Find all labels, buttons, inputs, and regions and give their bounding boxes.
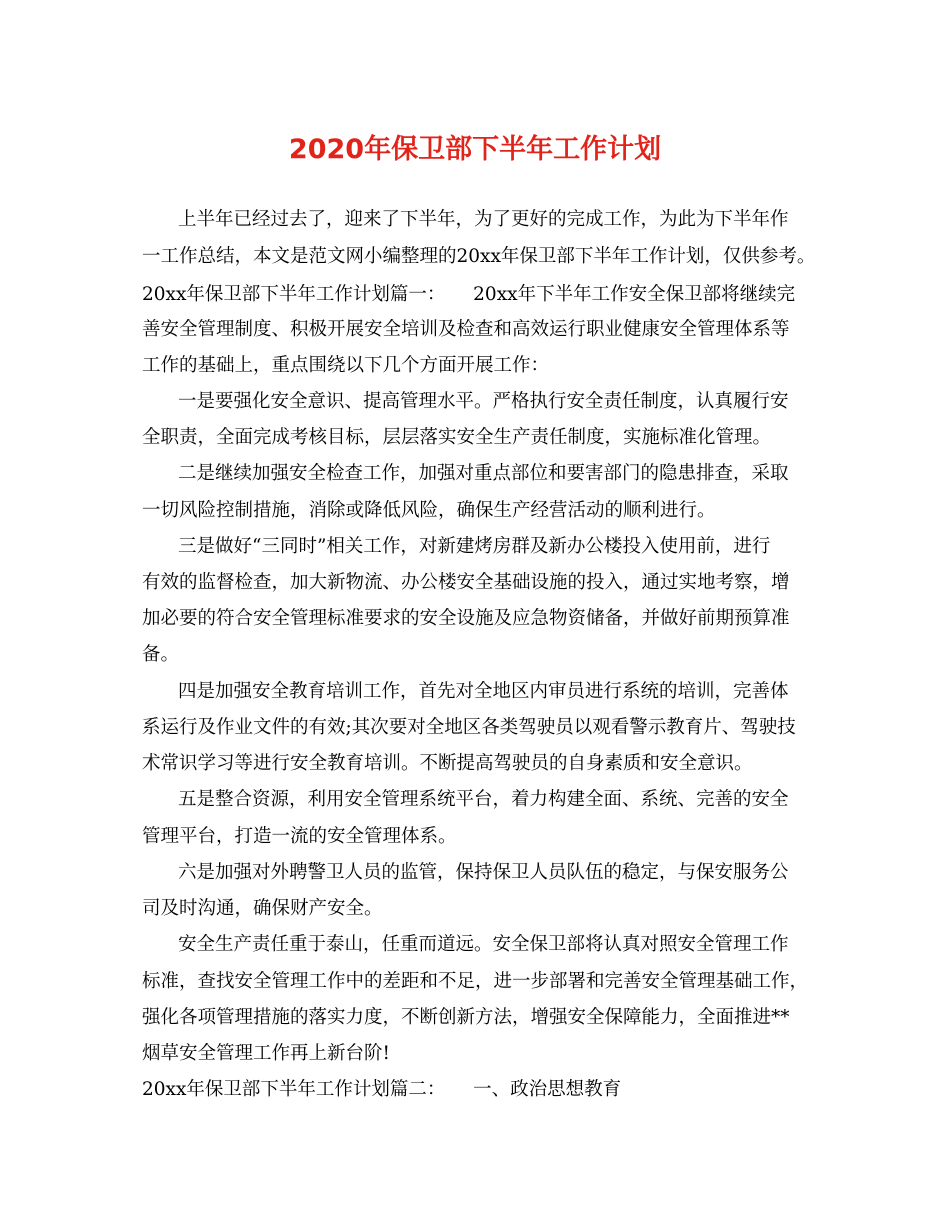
paragraph-line: 20xx年保卫部下半年工作计划篇二： 一、政治思想教育	[142, 1079, 622, 1100]
paragraph-line: 系运行及作业文件的有效;其次要对全地区各类驾驶员以观看警示教育片、驾驶技	[142, 717, 796, 738]
paragraph-line: 管理平台，打造一流的安全管理体系。	[142, 826, 457, 847]
document-title: 2020年保卫部下半年工作计划	[288, 134, 662, 165]
paragraph-line: 四是加强安全教育培训工作，首先对全地区内审员进行系统的培训，完善体	[178, 681, 789, 702]
paragraph-line: 强化各项管理措施的落实力度，不断创新方法，增强安全保障能力，全面推进**	[142, 1007, 790, 1028]
paragraph-line: 司及时沟通，确保财产安全。	[142, 898, 383, 919]
paragraph-line: 六是加强对外聘警卫人员的监管，保持保卫人员队伍的稳定，与保安服务公	[178, 862, 789, 883]
paragraph-line: 一是要强化安全意识、提高管理水平。严格执行安全责任制度，认真履行安	[178, 391, 789, 412]
paragraph-line: 有效的监督检查，加大新物流、办公楼安全基础设施的投入，通过实地考察，增	[142, 572, 790, 593]
paragraph-line: 备。	[142, 644, 180, 665]
paragraph-line: 烟草安全管理工作再上新台阶!	[142, 1043, 390, 1064]
paragraph-line: 标准，查找安全管理工作中的差距和不足，进一步部署和完善安全管理基础工作，	[142, 971, 809, 992]
paragraph-line: 上半年已经过去了，迎来了下半年，为了更好的完成工作，为此为下半年作	[178, 209, 789, 230]
paragraph-line: 20xx年保卫部下半年工作计划篇一： 20xx年下半年工作安全保卫部将继续完	[142, 284, 796, 305]
paragraph-line: 全职责，全面完成考核目标，层层落实安全生产责任制度，实施标准化管理。	[142, 427, 772, 448]
paragraph-line: 术常识学习等进行安全教育培训。不断提高驾驶员的自身素质和安全意识。	[142, 753, 753, 774]
paragraph-line: 一工作总结，本文是范文网小编整理的20xx年保卫部下半年工作计划，仅供参考。	[142, 246, 816, 267]
paragraph-line: 三是做好“三同时”相关工作，对新建烤房群及新办公楼投入使用前，进行	[178, 536, 771, 557]
paragraph-line: 工作的基础上，重点围绕以下几个方面开展工作：	[142, 355, 550, 376]
paragraph-line: 二是继续加强安全检查工作，加强对重点部位和要害部门的隐患排查，采取	[178, 463, 789, 484]
paragraph-line: 加必要的符合安全管理标准要求的安全设施及应急物资储备，并做好前期预算准	[142, 608, 790, 629]
paragraph-line: 五是整合资源，利用安全管理系统平台，着力构建全面、系统、完善的安全	[178, 789, 789, 810]
paragraph-line: 安全生产责任重于泰山，任重而道远。安全保卫部将认真对照安全管理工作	[178, 934, 789, 955]
paragraph-line: 一切风险控制措施，消除或降低风险，确保生产经营活动的顺利进行。	[142, 500, 716, 521]
paragraph-line: 善安全管理制度、积极开展安全培训及检查和高效运行职业健康安全管理体系等	[142, 319, 790, 340]
